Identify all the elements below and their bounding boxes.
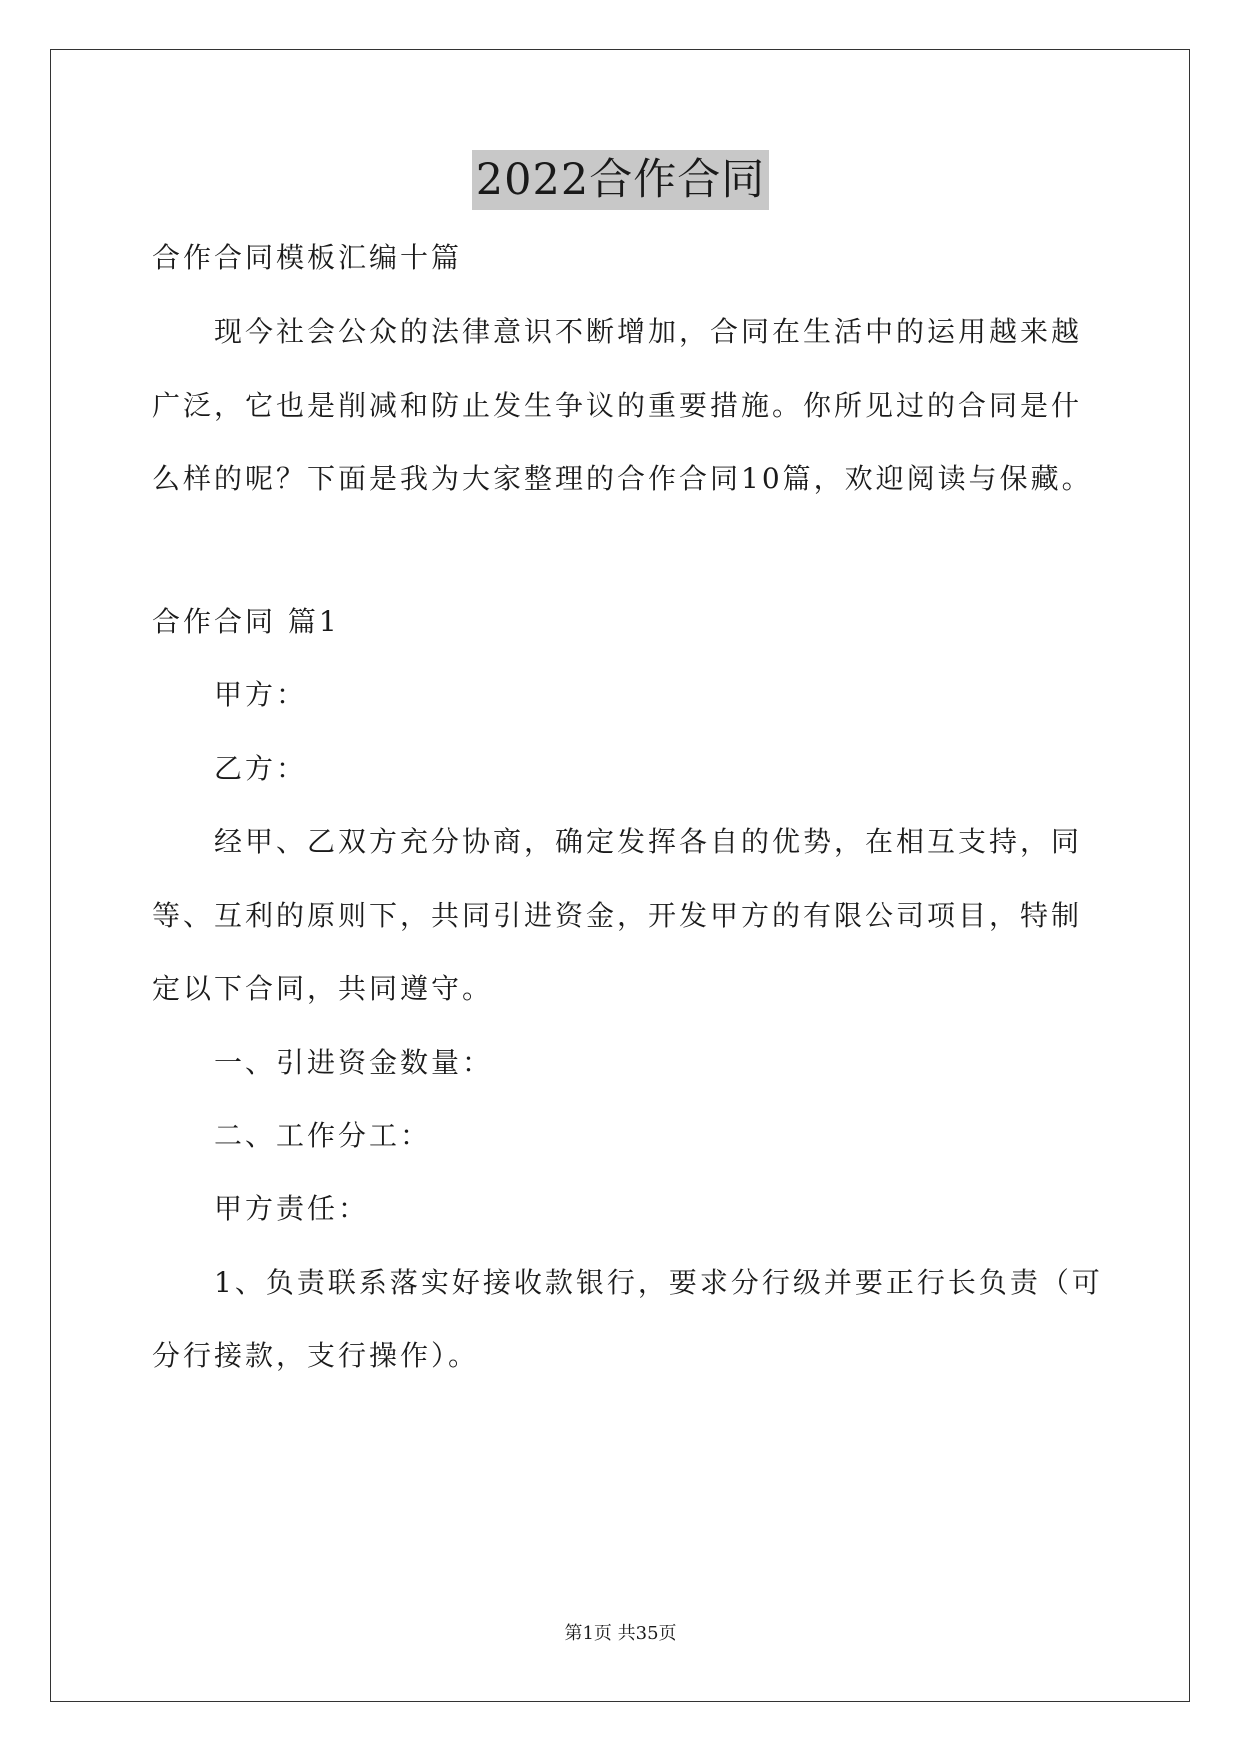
duty-1-line-2: 分行接款，支行操作）。 [152,1339,480,1372]
page-number: 第1页 共35页 [564,1623,677,1644]
intro-line-3: 么样的呢？下面是我为大家整理的合作合同10篇，欢迎阅读与保藏。 [152,462,1093,495]
clause-intro-line-1: 经甲、乙双方充分协商，确定发挥各自的优势，在相互支持，同 [214,825,1083,858]
section-heading: 合作合同 篇1 [152,605,340,638]
document-title-wrapper [0,150,1241,210]
document-title: 2022合作合同 [472,150,769,210]
party-a-duties-heading: 甲方责任： [214,1192,370,1225]
intro-line-1: 现今社会公众的法律意识不断增加，合同在生活中的运用越来越 [214,315,1083,348]
clause-intro-line-2: 等、互利的原则下，共同引进资金，开发甲方的有限公司项目，特制 [152,899,1083,932]
party-a-label: 甲方： [214,678,308,711]
clause-intro-line-3: 定以下合同，共同遵守。 [152,972,494,1005]
clause-2-heading: 二、工作分工： [214,1119,432,1152]
party-b-label: 乙方： [214,752,308,785]
page-border [50,49,1190,1702]
duty-1-line-1: 1、负责联系落实好接收款银行，要求分行级并要正行长负责（可 [214,1266,1103,1299]
intro-line-2: 广泛，它也是削减和防止发生争议的重要措施。你所见过的合同是什 [152,389,1083,422]
clause-1-heading: 一、引进资金数量： [214,1046,494,1079]
subtitle: 合作合同模板汇编十篇 [152,241,463,274]
